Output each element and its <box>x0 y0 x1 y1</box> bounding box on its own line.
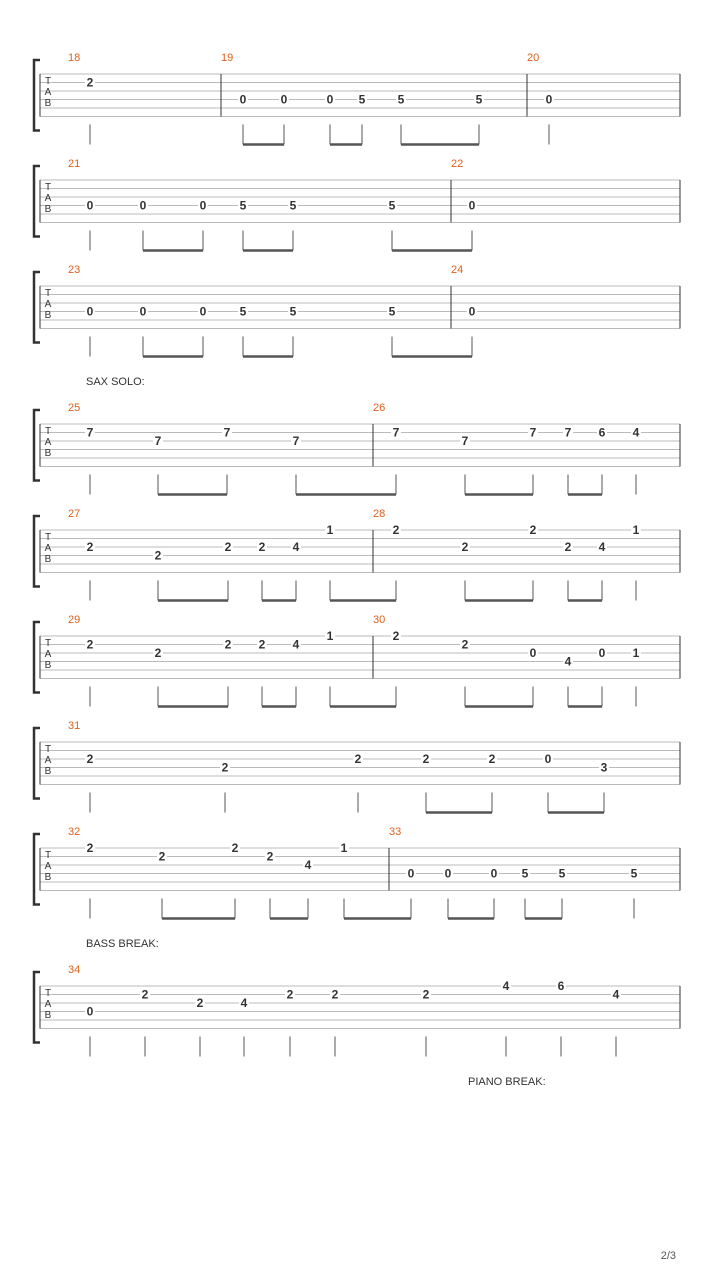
fret-number: 4 <box>240 996 248 1010</box>
measure-number: 33 <box>389 826 402 838</box>
fret-number: 4 <box>632 425 640 440</box>
tab-letter: T <box>44 988 52 999</box>
fret-number: 0 <box>490 866 498 881</box>
fret-number: 1 <box>632 646 640 660</box>
fret-number: 1 <box>632 523 640 537</box>
staff-bracket <box>34 622 40 693</box>
fret-number: 7 <box>223 425 231 440</box>
fret-number: 2 <box>331 987 339 1002</box>
fret-number: 2 <box>392 629 400 643</box>
tab-letter: A <box>44 193 52 204</box>
sax-solo-label: SAX SOLO: <box>86 376 145 388</box>
fret-number: 2 <box>231 841 239 855</box>
tab-letter: A <box>44 437 52 448</box>
fret-number: 0 <box>544 752 552 766</box>
fret-number: 7 <box>529 425 537 440</box>
staff-bracket <box>34 272 40 343</box>
staff-bracket <box>34 728 40 799</box>
fret-number: 4 <box>502 979 510 993</box>
tab-letter: B <box>44 554 52 565</box>
tab-staff-row <box>34 614 680 707</box>
fret-number: 5 <box>630 866 638 881</box>
tab-letter: B <box>44 872 52 883</box>
fret-number: 0 <box>468 304 476 319</box>
fret-number: 7 <box>292 434 300 448</box>
tab-letter: T <box>44 850 52 861</box>
tab-letter: A <box>44 649 52 660</box>
fret-number: 2 <box>488 752 496 766</box>
fret-number: 5 <box>397 92 405 107</box>
tab-letter: A <box>44 87 52 98</box>
fret-number: 2 <box>196 996 204 1010</box>
fret-number: 2 <box>422 752 430 766</box>
measure-number: 32 <box>68 826 81 838</box>
tab-letter: B <box>44 660 52 671</box>
staff-bracket <box>34 166 40 237</box>
tab-letter: T <box>44 288 52 299</box>
staff-bracket <box>34 516 40 587</box>
fret-number: 1 <box>326 523 334 537</box>
piano-break-label: PIANO BREAK: <box>468 1076 546 1088</box>
fret-number: 7 <box>154 434 162 448</box>
fret-number: 4 <box>304 858 312 872</box>
fret-number: 2 <box>258 637 266 652</box>
fret-number: 5 <box>289 304 297 319</box>
fret-number: 0 <box>199 304 207 319</box>
fret-number: 6 <box>598 425 606 440</box>
tab-letter: A <box>44 861 52 872</box>
fret-number: 6 <box>557 979 565 993</box>
tab-letter: T <box>44 76 52 87</box>
staff-bracket <box>34 60 40 131</box>
tab-staff-row <box>34 158 680 251</box>
fret-number: 0 <box>545 92 553 107</box>
tab-staff-row <box>34 964 680 1057</box>
tab-letter: B <box>44 766 52 777</box>
fret-number: 0 <box>86 198 94 213</box>
fret-number: 5 <box>558 866 566 881</box>
tab-staff-row <box>34 826 680 919</box>
fret-number: 2 <box>86 841 94 855</box>
fret-number: 5 <box>239 198 247 213</box>
fret-number: 5 <box>475 92 483 107</box>
fret-number: 0 <box>199 198 207 213</box>
tab-letter: B <box>44 310 52 321</box>
tab-letter: T <box>44 532 52 543</box>
fret-number: 2 <box>461 637 469 652</box>
fret-number: 1 <box>340 841 348 855</box>
fret-number: 7 <box>392 425 400 440</box>
fret-number: 2 <box>224 540 232 554</box>
measure-number: 31 <box>68 720 81 732</box>
fret-number: 0 <box>529 646 537 660</box>
measure-number: 30 <box>373 614 386 626</box>
tab-letter: T <box>44 182 52 193</box>
fret-number: 4 <box>292 540 300 554</box>
fret-number: 2 <box>154 646 162 660</box>
fret-number: 5 <box>239 304 247 319</box>
fret-number: 0 <box>598 646 606 660</box>
fret-number: 7 <box>564 425 572 440</box>
tab-letter: B <box>44 1010 52 1021</box>
measure-number: 19 <box>221 52 234 64</box>
tab-letter: T <box>44 638 52 649</box>
fret-number: 0 <box>86 304 94 319</box>
fret-number: 2 <box>86 637 94 652</box>
tab-staff-row <box>34 52 680 145</box>
measure-number: 28 <box>373 508 386 520</box>
measure-number: 26 <box>373 402 386 414</box>
measure-number: 24 <box>451 264 464 276</box>
measure-number: 27 <box>68 508 81 520</box>
tab-letter: T <box>44 744 52 755</box>
fret-number: 2 <box>564 540 572 554</box>
fret-number: 2 <box>86 75 94 90</box>
measure-number: 34 <box>68 964 81 976</box>
fret-number: 7 <box>461 434 469 448</box>
tab-letter: A <box>44 299 52 310</box>
fret-number: 5 <box>289 198 297 213</box>
tab-letter: B <box>44 448 52 459</box>
fret-number: 0 <box>468 198 476 213</box>
fret-number: 0 <box>407 866 415 881</box>
tab-staff-row <box>34 264 680 357</box>
fret-number: 5 <box>388 198 396 213</box>
page-number: 2/3 <box>660 1250 676 1262</box>
fret-number: 2 <box>461 540 469 554</box>
fret-number: 0 <box>280 92 288 107</box>
staff-bracket <box>34 972 40 1043</box>
fret-number: 7 <box>86 425 94 440</box>
bass-break-label: BASS BREAK: <box>86 938 159 950</box>
fret-number: 5 <box>358 92 366 107</box>
fret-number: 2 <box>266 849 274 864</box>
fret-number: 5 <box>388 304 396 319</box>
tab-letter: A <box>44 999 52 1010</box>
fret-number: 2 <box>286 987 294 1002</box>
fret-number: 2 <box>422 987 430 1002</box>
fret-number: 3 <box>600 760 608 775</box>
tab-letter: A <box>44 543 52 554</box>
fret-number: 2 <box>529 523 537 537</box>
fret-number: 2 <box>221 760 229 775</box>
tab-letter: T <box>44 426 52 437</box>
measure-number: 21 <box>68 158 81 170</box>
tab-staff-row <box>34 402 680 495</box>
fret-number: 2 <box>86 540 94 554</box>
fret-number: 0 <box>326 92 334 107</box>
measure-number: 22 <box>451 158 464 170</box>
fret-number: 2 <box>354 752 362 766</box>
fret-number: 1 <box>326 629 334 643</box>
fret-number: 0 <box>444 866 452 881</box>
measure-number: 25 <box>68 402 81 414</box>
fret-number: 2 <box>258 540 266 554</box>
staff-bracket <box>34 410 40 481</box>
measure-number: 29 <box>68 614 81 626</box>
tab-letter: B <box>44 98 52 109</box>
fret-number: 0 <box>139 304 147 319</box>
tab-letter: A <box>44 755 52 766</box>
tab-staff-row <box>34 508 680 601</box>
fret-number: 4 <box>612 987 620 1002</box>
fret-number: 0 <box>86 1004 94 1019</box>
fret-number: 2 <box>141 987 149 1002</box>
fret-number: 0 <box>239 92 247 107</box>
fret-number: 4 <box>292 637 300 652</box>
fret-number: 4 <box>598 540 606 554</box>
fret-number: 2 <box>86 752 94 766</box>
measure-number: 18 <box>68 52 81 64</box>
measure-number: 23 <box>68 264 81 276</box>
fret-number: 2 <box>224 637 232 652</box>
measure-number: 20 <box>527 52 540 64</box>
fret-number: 5 <box>521 866 529 881</box>
fret-number: 2 <box>158 849 166 864</box>
staff-bracket <box>34 834 40 905</box>
fret-number: 0 <box>139 198 147 213</box>
fret-number: 2 <box>154 548 162 563</box>
fret-number: 4 <box>564 654 572 669</box>
tab-letter: B <box>44 204 52 215</box>
tab-staff-row <box>34 720 680 813</box>
fret-number: 2 <box>392 523 400 537</box>
